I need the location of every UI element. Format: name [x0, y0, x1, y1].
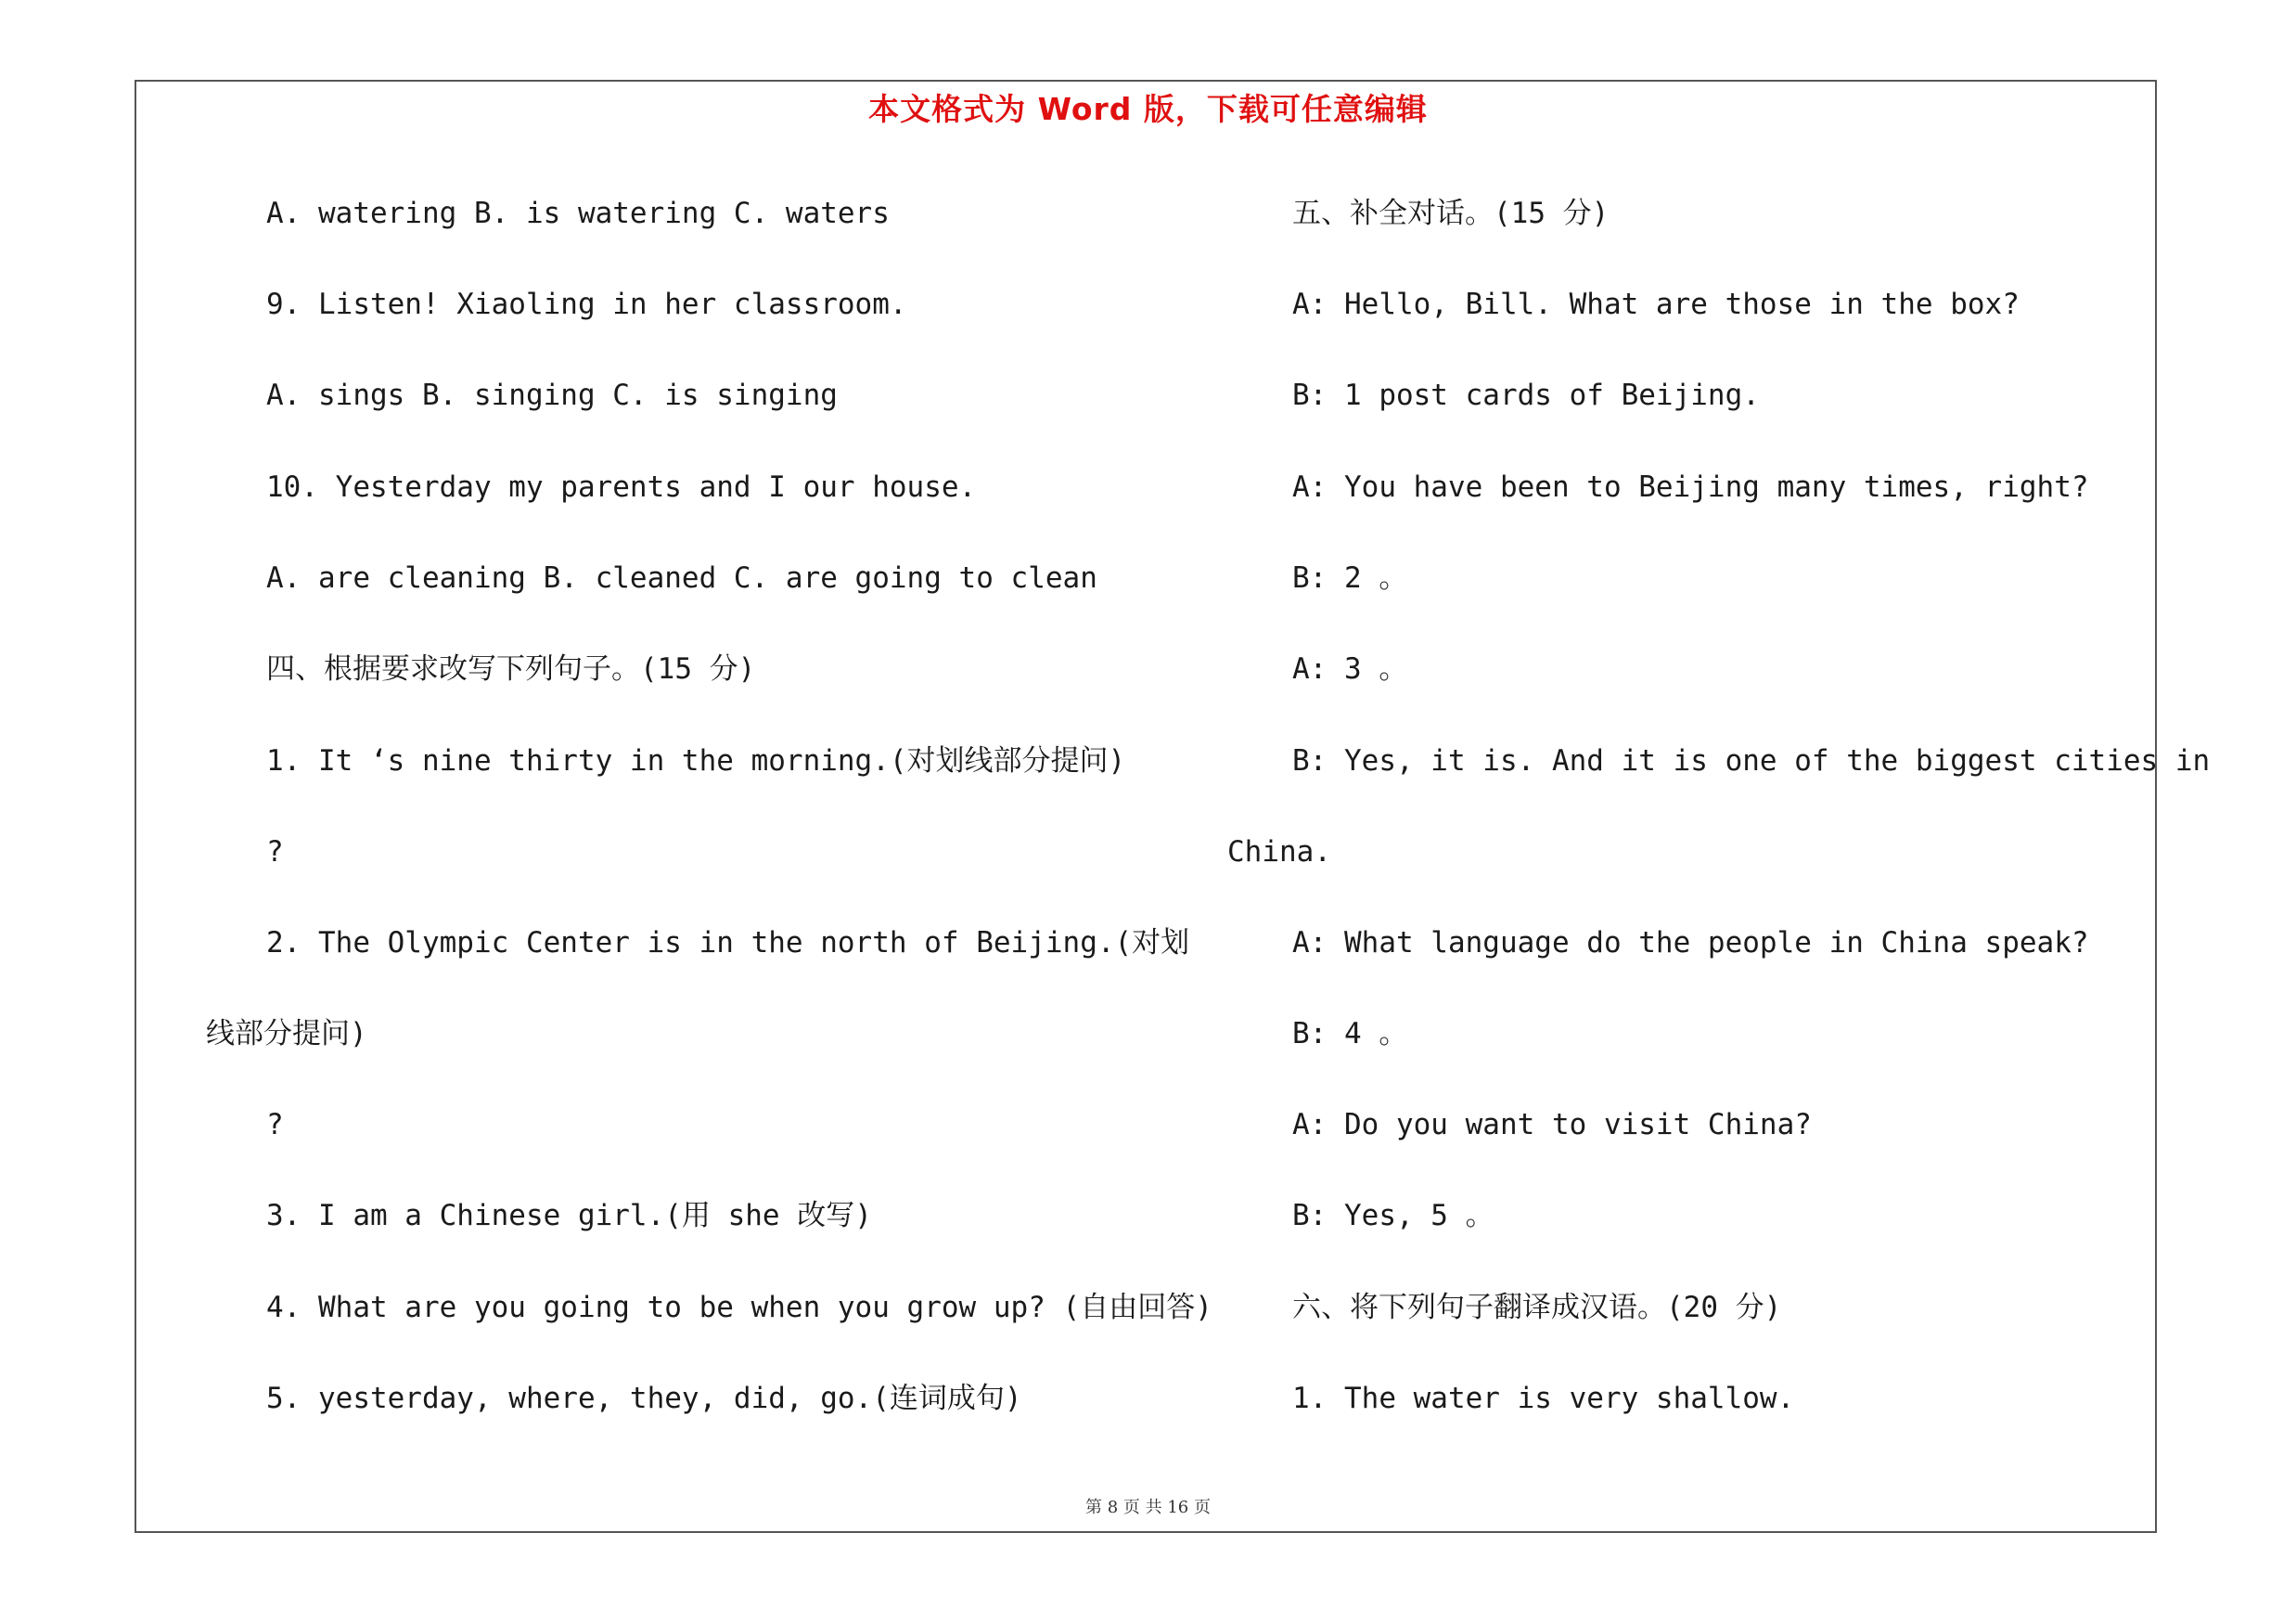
right-line-11: A: Do you want to visit China? — [1292, 1108, 1812, 1141]
right-line-6: A: 3 。 — [1292, 652, 1408, 686]
left-line-7: 1. It ‘s nine thirty in the morning.(对划线部分提问) — [266, 744, 1126, 778]
left-line-14: 5. yesterday, where, they, did, go.(连词成句) — [266, 1382, 1022, 1415]
left-line-3: A. sings B. singing C. is singing — [266, 379, 838, 412]
right-line-7: B: Yes, it is. And it is one of the biggest cities in — [1292, 744, 2211, 778]
right-line-12: B: Yes, 5 。 — [1292, 1199, 1494, 1232]
left-line-4: 10. Yesterday my parents and I our house. — [266, 470, 977, 504]
right-line-14: 1. The water is very shallow. — [1292, 1382, 1795, 1415]
right-line-3: B: 1 post cards of Beijing. — [1292, 379, 1760, 412]
section-4-heading: 四、根据要求改写下列句子。(15 分) — [266, 652, 756, 686]
section-5-heading: 五、补全对话。(15 分) — [1292, 197, 1610, 230]
document-banner: 本文格式为 Word 版，下载可任意编辑 — [868, 91, 1428, 127]
right-line-9: A: What language do the people in China speak? — [1292, 926, 2089, 960]
left-line-5: A. are cleaning B. cleaned C. are going to clean — [266, 561, 1097, 595]
right-line-5: B: 2 。 — [1292, 561, 1408, 595]
left-line-1: A. watering B. is watering C. waters — [266, 197, 890, 230]
left-line-2: 9. Listen! Xiaoling in her classroom. — [266, 288, 907, 321]
left-line-10: 线部分提问) — [206, 1017, 367, 1050]
left-line-12: 3. I am a Chinese girl.(用 she 改写) — [266, 1199, 872, 1232]
left-line-8: ? — [266, 835, 284, 869]
right-line-2: A: Hello, Bill. What are those in the box? — [1292, 288, 2020, 321]
left-line-11: ? — [266, 1108, 284, 1141]
left-line-9: 2. The Olympic Center is in the north of Beijing.(对划 — [266, 926, 1190, 960]
left-line-13: 4. What are you going to be when you grow up? (自由回答) — [266, 1291, 1212, 1324]
right-line-10: B: 4 。 — [1292, 1017, 1408, 1050]
right-line-4: A: You have been to Beijing many times, right? — [1292, 470, 2089, 504]
right-line-8: China. — [1227, 835, 1331, 869]
section-6-heading: 六、将下列句子翻译成汉语。(20 分) — [1292, 1291, 1782, 1324]
page-number-footer: 第 8 页 共 16 页 — [1085, 1498, 1211, 1517]
